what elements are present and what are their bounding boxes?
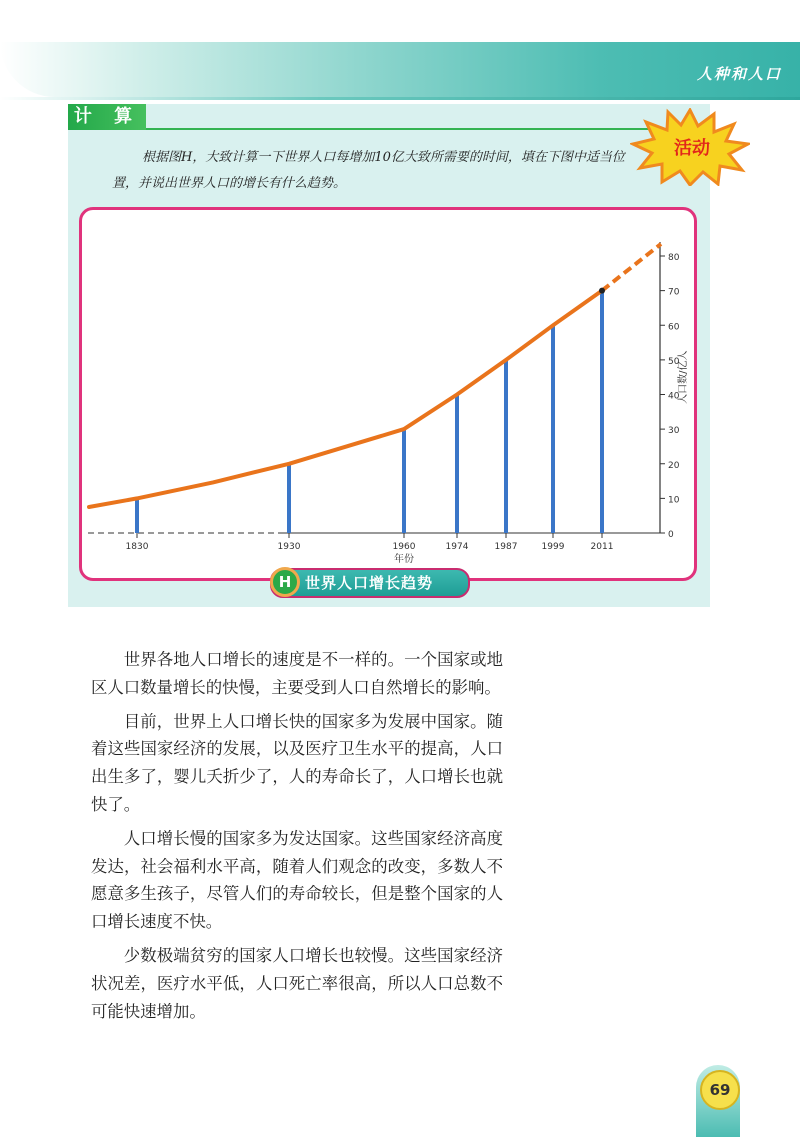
chapter-title: 人种和人口 [696, 65, 782, 83]
y-tick-label: 0 [668, 530, 674, 540]
body-paragraph: 目前，世界上人口增长快的国家多为发展中国家。随着这些国家经济的发展，以及医疗卫生水平的提高，人口出生多了，婴儿夭折少了，人的寿命长了，人口增长也就快了。 [91, 711, 503, 814]
y-tick-label: 20 [668, 460, 680, 471]
body-paragraph: 世界各地人口增长的速度是不一样的。一个国家或地区人口数量增长的快慢，主要受到人口自然增长的影响。 [91, 650, 503, 697]
y-tick-label: 40 [668, 391, 680, 402]
x-tick-label: 1960 [392, 542, 416, 552]
y-tick-label: 10 [668, 495, 680, 506]
y-tick-label: 50 [668, 356, 680, 367]
projected-line [602, 244, 661, 291]
calc-tab-rule [146, 128, 710, 130]
activity-instructions: 根据图H，大致计算一下世界人口每增加10亿大致所需要的时间，填在下图中适当位置，并说出世界人口的增长有什么趋势。 [112, 150, 625, 191]
figure-badge: H [270, 567, 300, 597]
y-axis-label: 人口数/亿人 [678, 350, 689, 404]
y-tick-label: 60 [668, 322, 680, 333]
activity-burst-icon [630, 108, 750, 186]
current-point-marker [599, 288, 605, 294]
activity-badge: 活动 [674, 138, 710, 159]
body-text [91, 646, 503, 1031]
chart-card [79, 207, 697, 581]
calc-tab: 计 算 [68, 104, 146, 130]
y-tick-label: 70 [668, 287, 680, 298]
header-rule [0, 97, 800, 100]
x-axis-label: 年份 [394, 554, 414, 565]
x-tick-label: 1930 [277, 542, 301, 552]
body-paragraph: 人口增长慢的国家多为发达国家。这些国家经济高度发达，社会福利水平高，随着人们观念的改变，多数人不愿意多生孩子，尽管人们的寿命较长，但是整个国家的人口增长速度不快。 [91, 828, 503, 932]
population-line [89, 291, 602, 507]
x-tick-label: 1830 [125, 542, 149, 552]
header-band [0, 42, 800, 97]
figure-caption: 世界人口增长趋势 [305, 574, 434, 592]
y-tick-label: 80 [668, 253, 680, 263]
page-number: 69 [700, 1070, 740, 1110]
x-tick-label: 1999 [541, 542, 565, 552]
x-tick-label: 1987 [494, 542, 518, 552]
x-tick-label: 2011 [590, 542, 614, 552]
population-chart [82, 210, 694, 578]
y-tick-label: 30 [668, 426, 680, 437]
body-paragraph: 少数极端贫穷的国家人口增长也较慢。这些国家经济状况差，医疗水平低，人口死亡率很高，所以人口总数不可能快速增加。 [91, 945, 503, 1021]
x-tick-label: 1974 [445, 542, 469, 552]
